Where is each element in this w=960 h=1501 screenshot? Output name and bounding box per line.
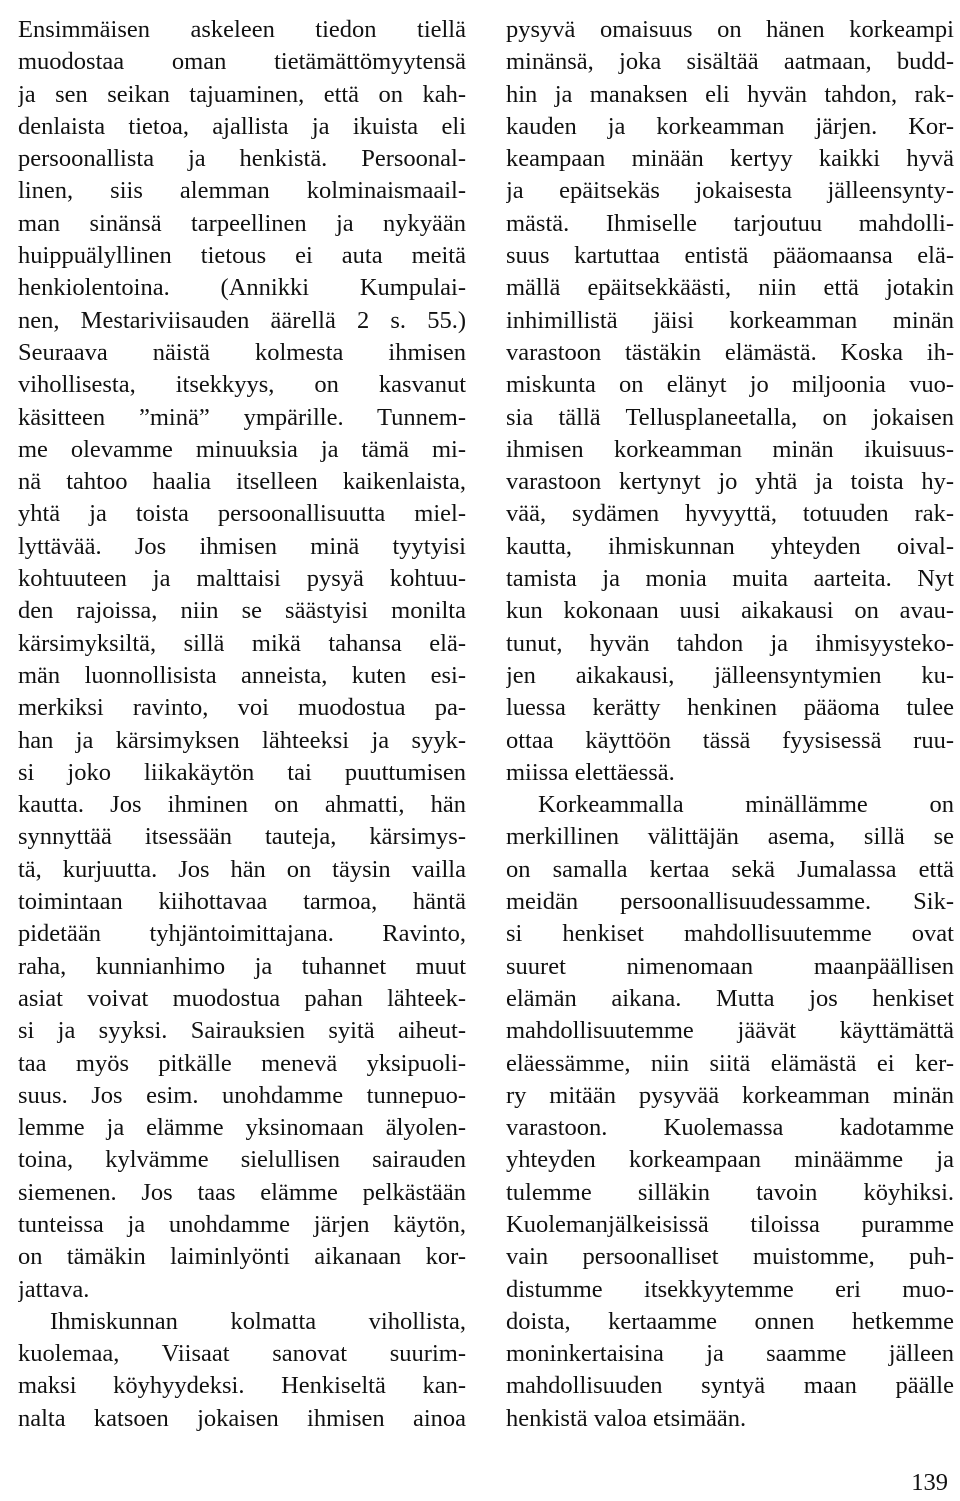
text-line: ry mitään pysyvää korkeamman minän bbox=[506, 1081, 954, 1109]
text-line: män luonnollisista anneista, kuten esi- bbox=[18, 661, 466, 689]
text-line: moninkertaisina ja saamme jälleen bbox=[506, 1340, 954, 1368]
text-line: persoonallista ja henkistä. Persoonal- bbox=[18, 145, 466, 173]
text-line: mahdollisuutemme jäävät käyttämättä bbox=[506, 1017, 954, 1045]
text-line: meidän persoonallisuudessamme. Sik- bbox=[506, 888, 954, 916]
text-line: henkiolentoina. (Annikki Kumpulai- bbox=[18, 274, 466, 302]
text-line: kohtuuteen ja malttaisi pysyä kohtuu- bbox=[18, 565, 466, 593]
text-line: kautta, ihmiskunnan yhteyden oival- bbox=[506, 532, 954, 560]
text-line: vain persoonalliset muistomme, puh- bbox=[506, 1243, 954, 1271]
text-line: muodostaa oman tietämättömyytensä bbox=[18, 48, 466, 76]
text-line: merkillinen välittäjän asema, sillä se bbox=[506, 823, 954, 851]
text-line: tä, kurjuutta. Jos hän on täysin vailla bbox=[18, 855, 466, 883]
text-line: vihollisesta, itsekkyys, on kasvanut bbox=[18, 371, 466, 399]
text-line: tulemme silläkin tavoin köyhiksi. bbox=[506, 1178, 954, 1206]
text-line: han ja kärsimyksen lähteeksi ja syyk- bbox=[18, 726, 466, 754]
text-line: ja epäitsekäs jokaisesta jälleensynty- bbox=[506, 177, 954, 205]
text-line: huippuälyllinen tietous ei auta meitä bbox=[18, 242, 466, 270]
text-line: distumme itsekkyytemme eri muo- bbox=[506, 1275, 954, 1303]
text-line: pidetään tyhjäntoimittajana. Ravinto, bbox=[18, 920, 466, 948]
text-line: miissa elettäessä. bbox=[506, 758, 675, 786]
text-line: on samalla kertaa sekä Jumalassa että bbox=[506, 855, 954, 883]
text-line: si henkiset mahdollisuutemme ovat bbox=[506, 920, 954, 948]
text-line: tunut, hyvän tahdon ja ihmisyysteko- bbox=[506, 629, 954, 657]
text-line: linen, siis alemman kolminaismaail- bbox=[18, 177, 466, 205]
text-line: pysyvä omaisuus on hänen korkeampi bbox=[506, 16, 954, 43]
text-line: kautta. Jos ihminen on ahmatti, hän bbox=[18, 791, 466, 819]
text-line: nalta katsoen jokaisen ihmisen ainoa bbox=[18, 1404, 466, 1432]
text-line: varastoon tästäkin elämästä. Koska ih- bbox=[506, 338, 954, 366]
text-line: tamista ja monia muita aarteita. Nyt bbox=[506, 565, 954, 593]
text-line: miskunta on elänyt jo miljoonia vuo- bbox=[506, 371, 954, 399]
text-line: yhteyden korkeampaan minäämme ja bbox=[506, 1146, 954, 1174]
text-line: siemenen. Jos taas elämme pelkästään bbox=[18, 1178, 466, 1206]
text-line: kuolemaa, Viisaat sanovat suurim- bbox=[18, 1340, 466, 1368]
text-line: Kuolemanjälkeisissä tiloissa puramme bbox=[506, 1210, 954, 1238]
page-number: 139 bbox=[911, 1469, 948, 1496]
text-line: Ihmiskunnan kolmatta vihollista, bbox=[50, 1307, 466, 1335]
text-line: minänsä, joka sisältää aatmaan, budd- bbox=[506, 48, 954, 76]
text-line: raha, kunnianhimo ja tuhannet muut bbox=[18, 952, 466, 980]
text-line: denlaista tietoa, ajallista ja ikuista eli bbox=[18, 112, 466, 140]
text-line: mahdollisuuden syntyä maan päälle bbox=[506, 1372, 954, 1400]
text-line: varastoon. Kuolemassa kadotamme bbox=[506, 1114, 954, 1142]
text-line: si joko liikakäytön tai puuttumisen bbox=[18, 758, 466, 786]
text-line: doista, kertaamme onnen hetkemme bbox=[506, 1307, 954, 1335]
text-line: synnyttää itsessään tauteja, kärsimys- bbox=[18, 823, 466, 851]
text-line: toimintaan kiihottavaa tarmoa, häntä bbox=[18, 888, 466, 916]
text-line: luessa kerätty henkinen pääoma tulee bbox=[506, 694, 954, 722]
text-line: tunteissa ja unohdamme järjen käytön, bbox=[18, 1210, 466, 1238]
text-line: elämän aikana. Mutta jos henkiset bbox=[506, 984, 954, 1012]
text-line: asiat voivat muodostua pahan lähteek- bbox=[18, 984, 466, 1012]
text-line: käsitteen ”minä” ympärille. Tunnem- bbox=[18, 403, 466, 431]
text-line: toina, kylvämme sielullisen sairauden bbox=[18, 1146, 466, 1174]
text-line: vää, sydämen hyvyyttä, totuuden rak- bbox=[506, 500, 954, 528]
text-line: hin ja manaksen eli hyvän tahdon, rak- bbox=[506, 80, 954, 108]
text-line: merkiksi ravinto, voi muodostua pa- bbox=[18, 694, 466, 722]
text-line: taa myös pitkälle menevä yksipuoli- bbox=[18, 1049, 466, 1077]
text-line: Ensimmäisen askeleen tiedon tiellä bbox=[18, 16, 466, 43]
text-line: me olevamme minuuksia ja tämä mi- bbox=[18, 435, 466, 463]
right-text-column bbox=[506, 14, 954, 1435]
text-line: jen aikakausi, jälleensyntymien ku- bbox=[506, 661, 954, 689]
text-line: yhtä ja toista persoonallisuutta miel- bbox=[18, 500, 466, 528]
text-line: sia tällä Tellusplaneetalla, on jokaisen bbox=[506, 403, 954, 431]
text-line: on tämäkin laiminlyönti aikanaan kor- bbox=[18, 1243, 466, 1271]
text-line: ottaa käyttöön tässä fyysisessä ruu- bbox=[506, 726, 954, 754]
text-line: jattava. bbox=[18, 1275, 90, 1303]
text-line: varastoon kertynyt jo yhtä ja toista hy- bbox=[506, 468, 954, 496]
text-line: kun kokonaan uusi aikakausi on avau- bbox=[506, 597, 954, 625]
text-line: suus kartuttaa entistä pääomaansa elä- bbox=[506, 242, 954, 270]
text-line: man sinänsä tarpeellinen ja nykyään bbox=[18, 209, 466, 237]
text-line: Korkeammalla minällämme on bbox=[538, 791, 954, 819]
text-line: kärsimyksiltä, sillä mikä tahansa elä- bbox=[18, 629, 466, 657]
text-line: inhimillistä jäisi korkeamman minän bbox=[506, 306, 954, 334]
text-line: Seuraava näistä kolmesta ihmisen bbox=[18, 338, 466, 366]
text-line: ja sen seikan tajuaminen, että on kah- bbox=[18, 80, 466, 108]
text-line: suuret nimenomaan maanpäällisen bbox=[506, 952, 954, 980]
text-line: suus. Jos esim. unohdamme tunnepuo- bbox=[18, 1081, 466, 1109]
text-line: keampaan minään kertyy kaikki hyvä bbox=[506, 145, 954, 173]
text-line: mällä epäitsekkäästi, niin että jotakin bbox=[506, 274, 954, 302]
text-line: nä tahtoo haalia itselleen kaikenlaista, bbox=[18, 468, 466, 496]
text-line: henkistä valoa etsimään. bbox=[506, 1404, 747, 1432]
text-line: lemme ja elämme yksinomaan älyolen- bbox=[18, 1114, 466, 1142]
text-line: maksi köyhyydeksi. Henkiseltä kan- bbox=[18, 1372, 466, 1400]
left-text-column bbox=[18, 14, 466, 1435]
text-line: lyttävää. Jos ihmisen minä tyytyisi bbox=[18, 532, 466, 560]
text-line: eläessämme, niin siitä elämästä ei ker- bbox=[506, 1049, 954, 1077]
text-line: si ja syyksi. Sairauksien syitä aiheut- bbox=[18, 1017, 466, 1045]
text-line: ihmisen korkeamman minän ikuisuus- bbox=[506, 435, 954, 463]
text-line: nen, Mestariviisauden äärellä 2 s. 55.) bbox=[18, 306, 466, 334]
text-line: den rajoissa, niin se säästyisi monilta bbox=[18, 597, 466, 625]
text-line: kauden ja korkeamman järjen. Kor- bbox=[506, 112, 954, 140]
text-line: mästä. Ihmiselle tarjoutuu mahdolli- bbox=[506, 209, 954, 237]
